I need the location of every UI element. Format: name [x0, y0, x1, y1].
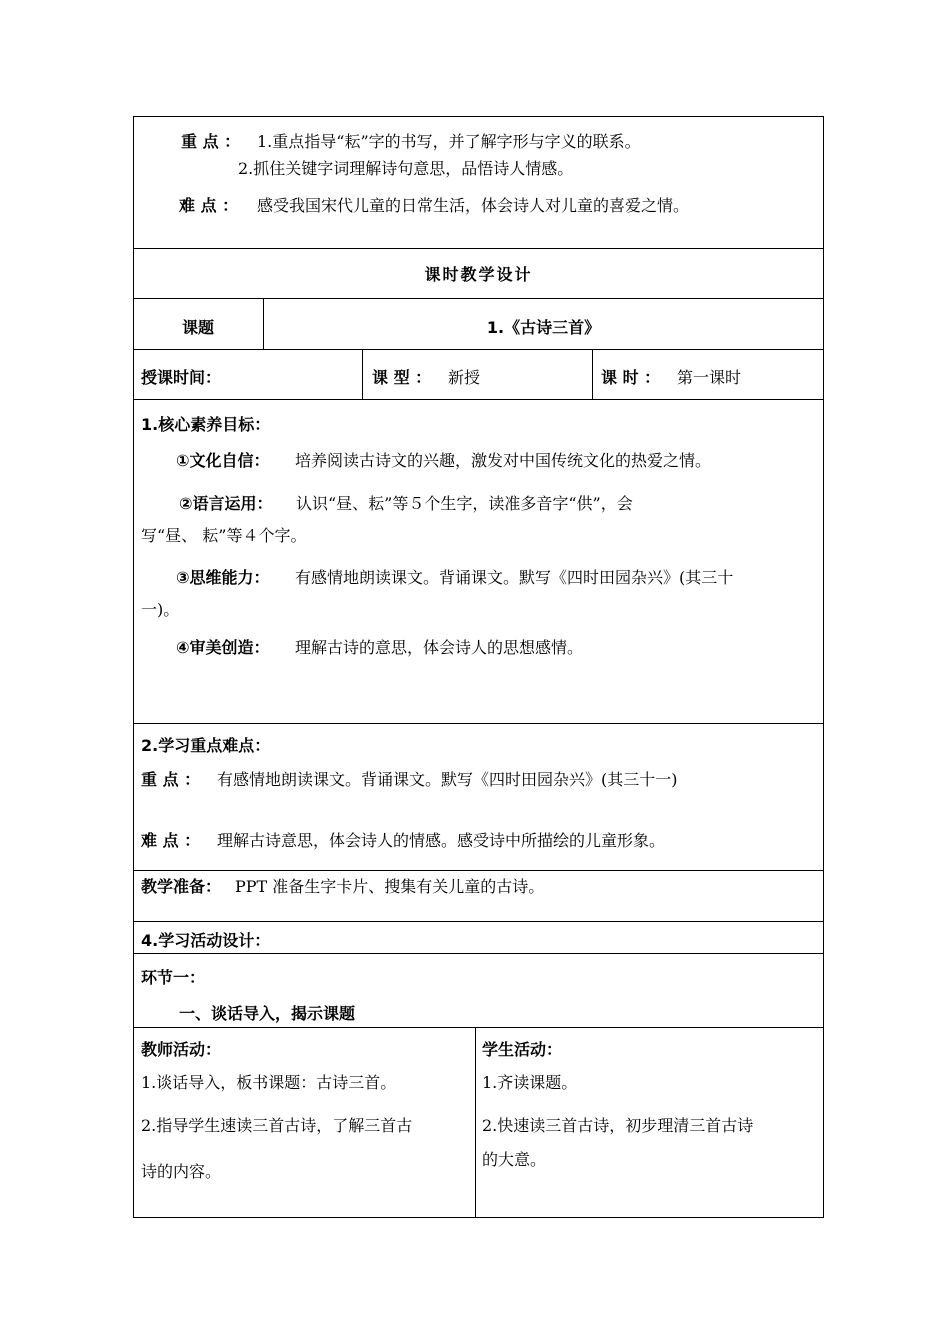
prep-label: 教学准备： [141, 877, 222, 896]
activity-heading: 4.学习活动设计： [141, 931, 271, 950]
column-divider [592, 349, 593, 399]
goal-2-label: ②语言运用： [179, 494, 273, 513]
row-divider [133, 349, 824, 350]
teacher-heading: 教师活动： [141, 1040, 222, 1059]
goal-3-label: ③思维能力： [176, 568, 270, 587]
goal-1-text: 培养阅读古诗文的兴趣，激发对中国传统文化的热爱之情。 [295, 451, 712, 470]
column-divider [362, 349, 363, 399]
row-divider [133, 399, 824, 400]
key-points-label: 重 点 ： [181, 132, 241, 151]
study-heading: 2.学习重点难点： [141, 736, 271, 755]
topic-value: 1.《古诗三首》 [486, 318, 601, 337]
student-heading: 学生活动： [482, 1040, 563, 1059]
row-divider [133, 1027, 824, 1028]
row-divider [133, 248, 824, 249]
row-divider [133, 723, 824, 724]
study-difficulty-text: 理解古诗意思，体会诗人的情感。感受诗中所描绘的儿童形象。 [217, 831, 666, 850]
topic-label: 课题 [181, 318, 214, 337]
study-key-text: 有感情地朗读课文。背诵课文。默写《四时田园杂兴》(其三十一) [217, 770, 678, 789]
row-divider [133, 953, 824, 954]
design-title: 课时教学设计 [424, 265, 533, 284]
goal-3-text-line-1: 有感情地朗读课文。背诵课文。默写《四时田园杂兴》(其三十 [295, 568, 734, 587]
column-divider [475, 1027, 476, 1218]
study-difficulty-label: 难 点 ： [141, 831, 201, 850]
period-value: 第一课时 [677, 368, 742, 387]
student-item-2-line-1: 2.快速读三首古诗，初步理清三首古诗 [482, 1116, 754, 1135]
type-label: 课 型 ： [372, 368, 432, 387]
teacher-item-2-line-2: 诗的内容。 [141, 1162, 222, 1181]
activity-stage: 环节一： [141, 968, 206, 987]
difficulty-text: 感受我国宋代儿童的日常生活，体会诗人对儿童的喜爱之情。 [257, 196, 690, 215]
student-item-1: 1.齐读课题。 [482, 1073, 578, 1092]
goal-4-text: 理解古诗的意思，体会诗人的思想感情。 [295, 638, 584, 657]
row-divider [133, 298, 824, 299]
row-divider [133, 870, 824, 871]
goal-3-text-line-2: 一)。 [141, 600, 180, 619]
goals-heading: 1.核心素养目标： [141, 415, 271, 434]
type-value: 新授 [448, 368, 481, 387]
time-label: 授课时间： [141, 368, 222, 387]
period-label: 课 时 ： [601, 368, 661, 387]
teacher-item-2-line-1: 2.指导学生速读三首古诗，了解三首古 [141, 1116, 413, 1135]
goal-2-text-line-1: 认识“昼、耘”等５个生字，读准多音字“供”，会 [296, 494, 633, 513]
goal-4-label: ④审美创造： [176, 638, 270, 657]
key-points-line-2: 2.抓住关键字词理解诗句意思，品悟诗人情感。 [238, 159, 574, 178]
difficulty-label: 难 点 ： [179, 196, 239, 215]
activity-section-title: 一、谈话导入，揭示课题 [179, 1004, 356, 1023]
student-item-2-line-2: 的大意。 [482, 1150, 547, 1169]
prep-text: PPT 准备生字卡片、搜集有关儿童的古诗。 [235, 877, 545, 896]
study-key-label: 重 点 ： [141, 770, 201, 789]
goal-1-label: ①文化自信： [176, 451, 270, 470]
key-points-line-1: 1.重点指导“耘”字的书写，并了解字形与字义的联系。 [257, 132, 641, 151]
teacher-item-1: 1.谈话导入，板书课题：古诗三首。 [141, 1073, 397, 1092]
row-divider [133, 921, 824, 922]
goal-2-text-line-2: 写“昼、 耘”等４个字。 [141, 526, 307, 545]
